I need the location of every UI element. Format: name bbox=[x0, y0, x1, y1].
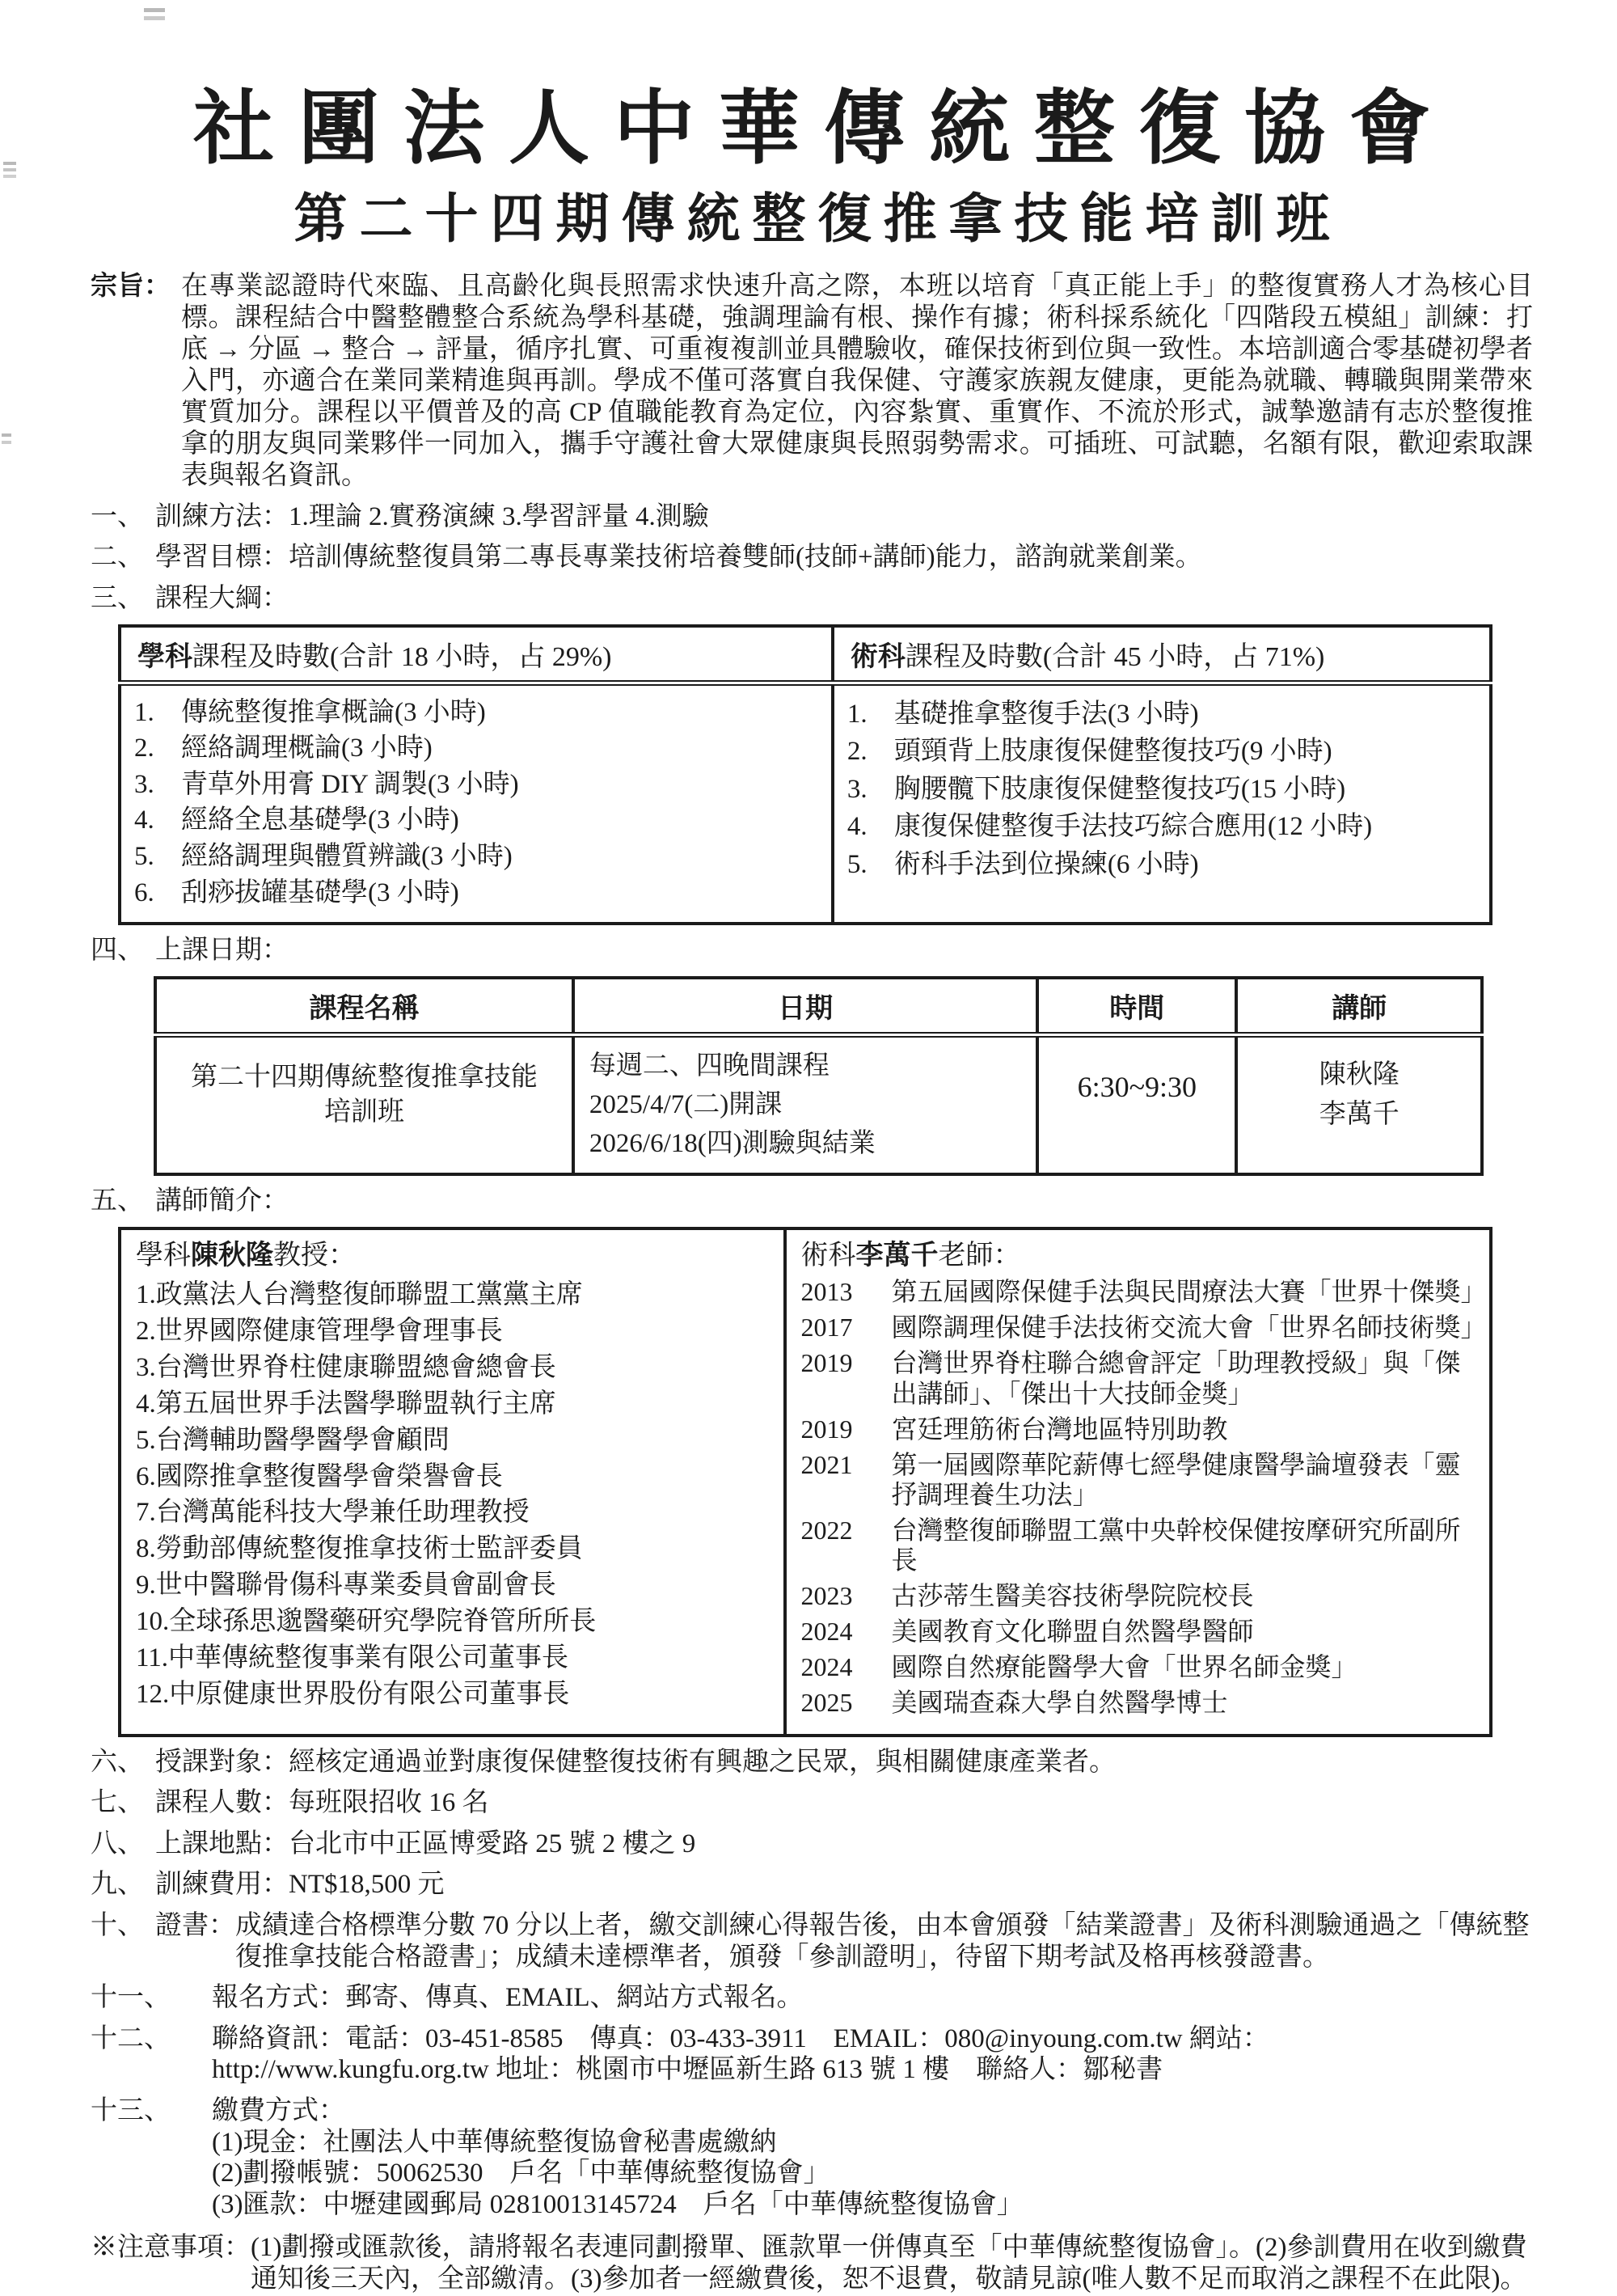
instructor-credential: 11.中華傳統整復事業有限公司董事長 bbox=[136, 1643, 569, 1672]
instructor-credential: 6.國際推拿整復醫學會榮譽會長 bbox=[136, 1461, 503, 1491]
item-text: 傳統整復推拿概論(3 小時) bbox=[181, 697, 486, 727]
item-number: 4. bbox=[846, 812, 868, 842]
section-fee bbox=[91, 1869, 1533, 1901]
section-number: 七、 bbox=[91, 1788, 144, 1818]
section-number: 四、 bbox=[91, 936, 144, 966]
instructors-table bbox=[118, 1227, 1492, 1737]
practical-instructor-cell bbox=[785, 1228, 1491, 1736]
credential-text: 第一屆國際華陀薪傳七經學健康醫學論壇發表「靈抒調理養生功法」 bbox=[891, 1449, 1461, 1509]
section-number: 十三、 bbox=[91, 2096, 171, 2126]
instructor-credential: 3.台灣世界脊柱健康聯盟總會總會長 bbox=[136, 1352, 556, 1382]
instructor-credential: 2.世界國際健康管理學會理事長 bbox=[136, 1317, 503, 1347]
curriculum-item bbox=[134, 698, 826, 729]
item-text: 經絡調理概論(3 小時) bbox=[181, 734, 433, 763]
section-label: 上課日期： bbox=[155, 936, 289, 966]
curriculum-header-practical-strong: 術科 bbox=[850, 641, 906, 672]
section-learning-goals bbox=[91, 542, 1533, 573]
curriculum-practical-cell bbox=[833, 683, 1491, 924]
instructor-name: 李萬千 bbox=[855, 1240, 939, 1271]
instructor-name: 陳秋隆 bbox=[191, 1240, 273, 1271]
credential-entry bbox=[800, 1313, 1487, 1343]
purpose-text: 在專業認證時代來臨、且高齡化與長照需求快速升高之際，本班以培育「真正能上手」的整復實務人才為核心目標。課程結合中醫整體整合系統為學科基礎，強調理論有根、操作有據；術科採系統化「四階段五模組」訓練：打底 → 分區 → 整合 → 評量，循序扎實、可重複複訓並具體驗收，確保技術到位與一致性。本培訓適合零基礎初學者入門，亦適合在業同業精進與再訓。學成不僅可落實自我保健、守護家族親友健康，更能為就職、轉職與開業帶來實質加分。課程以平價普及的高 CP 值職能教育為定位，內容紮實、重實作、不流於形式，誠摯邀請有志於整復推拿的朋友與同業夥伴一同加入，攜手守護社會大眾健康與長照弱勢需求。可插班、可試聽，名額有限，歡迎索取課表與報名資訊。 bbox=[181, 272, 1533, 490]
section-target-audience bbox=[91, 1747, 1533, 1778]
section-text: 經核定通過並對康復保健整復技術有興趣之民眾，與相關健康產業者。 bbox=[289, 1747, 1116, 1777]
schedule-instructor-name: 李萬千 bbox=[1319, 1100, 1400, 1130]
schedule-header-instructor: 講師 bbox=[1236, 978, 1482, 1035]
schedule-body-row bbox=[155, 1034, 1482, 1174]
credential-year: 2024 bbox=[800, 1617, 853, 1647]
curriculum-item bbox=[134, 878, 826, 909]
payment-method-line: (1)現金：社團法人中華傳統整復協會秘書處繳納 bbox=[212, 2127, 777, 2157]
section-payment-methods bbox=[91, 2095, 1533, 2220]
section-text: 台北市中正區博愛路 25 號 2 樓之 9 bbox=[289, 1829, 696, 1858]
section-label: 學習目標： bbox=[155, 543, 289, 573]
credential-entry bbox=[801, 1617, 1478, 1647]
section-location bbox=[91, 1829, 1533, 1860]
instructor-prefix: 術科 bbox=[800, 1240, 856, 1271]
section-number: 八、 bbox=[91, 1829, 144, 1858]
credential-entry bbox=[801, 1348, 1478, 1408]
instructor-suffix: 教授： bbox=[273, 1240, 356, 1271]
section-label: 授課對象： bbox=[155, 1747, 289, 1777]
credential-entry bbox=[801, 1516, 1478, 1575]
item-number: 3. bbox=[134, 769, 154, 799]
credential-year: 2019 bbox=[800, 1414, 853, 1444]
curriculum-header-practical-rest: 課程及時數(合計 45 小時，占 71%) bbox=[905, 641, 1325, 672]
section-label: 訓練方法： bbox=[155, 501, 289, 531]
scan-artifact bbox=[144, 8, 165, 12]
item-number: 1. bbox=[846, 699, 868, 729]
notes-label: ※注意事項： bbox=[91, 2232, 251, 2262]
curriculum-academic-cell bbox=[120, 683, 833, 924]
item-text: 頭頸背上肢康復保健整復技巧(9 小時) bbox=[893, 737, 1332, 767]
instructor-credential: 8.勞動部傳統整復推拿技術士監評委員 bbox=[136, 1534, 583, 1564]
item-number: 3. bbox=[846, 774, 868, 804]
section-training-methods bbox=[91, 501, 1533, 533]
credential-year: 2025 bbox=[800, 1688, 853, 1718]
curriculum-item bbox=[134, 806, 826, 836]
credential-text: 台灣世界脊柱聯合總會評定「助理教授級」與「傑出講師」、「傑出十大技師金獎」 bbox=[891, 1348, 1461, 1408]
item-number: 4. bbox=[134, 806, 154, 835]
curriculum-item bbox=[134, 770, 826, 801]
schedule-date-line: 每週二、四晚間課程 bbox=[589, 1051, 830, 1080]
schedule-table bbox=[154, 976, 1484, 1177]
section-number: 九、 bbox=[91, 1870, 144, 1900]
schedule-date-line: 2026/6/18(四)測驗與結業 bbox=[589, 1128, 876, 1158]
credential-year: 2024 bbox=[800, 1652, 853, 1682]
item-text: 青草外用膏 DIY 調製(3 小時) bbox=[181, 769, 519, 799]
section-contact-info bbox=[91, 2023, 1533, 2086]
curriculum-header-academic-strong: 學科 bbox=[137, 641, 192, 672]
section-number: 五、 bbox=[91, 1186, 144, 1216]
instructor-credential: 4.第五屆世界手法醫學聯盟執行主席 bbox=[136, 1389, 556, 1419]
scan-artifact bbox=[2, 433, 11, 437]
section-certificates bbox=[91, 1910, 1533, 1973]
section-text: 培訓傳統整復員第二專長專業技術培養雙師(技師+講師)能力，諮詢就業創業。 bbox=[289, 543, 1202, 573]
credential-year: 2019 bbox=[800, 1348, 853, 1378]
instructor-credential: 5.台灣輔助醫學醫學會顧問 bbox=[136, 1425, 450, 1455]
credential-entry bbox=[801, 1414, 1478, 1444]
credential-text: 古莎蒂生醫美容技術學院院校長 bbox=[891, 1581, 1254, 1611]
credential-year: 2013 bbox=[800, 1277, 853, 1307]
schedule-date-line: 2025/4/7(二)開課 bbox=[589, 1089, 783, 1119]
schedule-header-course: 課程名稱 bbox=[155, 978, 573, 1035]
item-text: 經絡調理與體質辨識(3 小時) bbox=[181, 842, 513, 872]
credential-year: 2022 bbox=[800, 1515, 853, 1545]
section-number: 二、 bbox=[91, 543, 144, 573]
item-number: 1. bbox=[134, 697, 154, 727]
notes-text: (1)劃撥或匯款後，請將報名表連同劃撥單、匯款單一併傳真至「中華傳統整復協會」。(2)參訓費用在收到繳費通知後三天內，全部繳清。(3)參加者一經繳費後，恕不退費，敬請見諒(唯人數不足而取消之課程不在此限)。 bbox=[251, 2232, 1527, 2294]
section-class-size bbox=[91, 1787, 1533, 1819]
section-label: 課程大綱： bbox=[155, 583, 289, 613]
credential-text: 美國教育文化聯盟自然醫學醫師 bbox=[891, 1617, 1254, 1647]
section-number: 三、 bbox=[91, 583, 144, 613]
credential-text: 台灣整復師聯盟工黨中央幹校保健按摩研究所副所長 bbox=[891, 1515, 1461, 1575]
curriculum-header-practical bbox=[833, 626, 1491, 683]
item-number: 5. bbox=[134, 842, 154, 872]
section-class-dates bbox=[91, 935, 1533, 966]
item-text: 胸腰髖下肢康復保健整復技巧(15 小時) bbox=[893, 774, 1346, 804]
section-number: 一、 bbox=[91, 501, 144, 531]
curriculum-body-row bbox=[120, 683, 1491, 924]
section-number: 六、 bbox=[91, 1747, 144, 1777]
section-text: 郵寄、傳真、EMAIL、網站方式報名。 bbox=[345, 1983, 804, 2013]
credential-entry bbox=[801, 1581, 1478, 1611]
section-label: 課程人數： bbox=[155, 1788, 289, 1818]
credential-year: 2017 bbox=[800, 1313, 853, 1343]
section-label: 訓練費用： bbox=[155, 1870, 289, 1900]
schedule-instructor-cell bbox=[1236, 1034, 1482, 1174]
scan-artifact bbox=[3, 162, 16, 165]
section-text: NT$18,500 元 bbox=[289, 1870, 445, 1900]
page-subtitle: 第二十四期傳統整復推拿技能培訓班 bbox=[293, 190, 1342, 249]
curriculum-item bbox=[847, 812, 1484, 843]
section-number: 十、 bbox=[91, 1911, 144, 1941]
credential-text: 宮廷理筋術台灣地區特別助教 bbox=[891, 1414, 1228, 1444]
schedule-header-time: 時間 bbox=[1037, 978, 1236, 1035]
section-label: 講師簡介： bbox=[155, 1186, 289, 1216]
payment-method-line: (2)劃撥帳號：50062530 戶名「中華傳統整復協會」 bbox=[212, 2159, 830, 2188]
credential-text: 國際自然療能醫學大會「世界名師金獎」 bbox=[891, 1652, 1357, 1682]
instructor-credential: 10.全球孫思邈醫藥研究學院脊管所所長 bbox=[136, 1607, 597, 1637]
curriculum-item bbox=[847, 850, 1484, 881]
curriculum-header-academic bbox=[120, 626, 833, 683]
curriculum-header-row bbox=[120, 626, 1491, 683]
academic-instructor-header bbox=[136, 1238, 772, 1274]
credential-year: 2023 bbox=[800, 1581, 853, 1611]
academic-instructor-cell bbox=[120, 1228, 785, 1736]
credential-text: 第五屆國際保健手法與民間療法大賽「世界十傑獎」 bbox=[891, 1277, 1487, 1307]
schedule-course-name: 第二十四期傳統整復推拿技能培訓班 bbox=[190, 1062, 538, 1127]
curriculum-table bbox=[118, 624, 1492, 926]
instructor-credential: 12.中原健康世界股份有限公司董事長 bbox=[136, 1679, 570, 1709]
payment-method-line: (3)匯款：中壢建國郵局 02810013145724 戶名「中華傳統整復協會」 bbox=[212, 2189, 1024, 2219]
section-text: 1.理論 2.實務演練 3.學習評量 4.測驗 bbox=[289, 501, 709, 531]
section-body bbox=[212, 2023, 1533, 2086]
item-number: 2. bbox=[134, 734, 154, 763]
purpose-label: 宗旨： bbox=[91, 272, 171, 302]
item-text: 刮痧拔罐基礎學(3 小時) bbox=[181, 877, 459, 907]
credential-entry bbox=[801, 1652, 1478, 1682]
section-text: 電話：03-451-8585 傳真：03-433-3911 EMAIL：080@inyoung.com.tw 網站：http://www.kungfu.org.tw 地址：桃園市中壢區新生路 613 號 1 樓 聯絡人：鄒秘書 bbox=[212, 2023, 1269, 2085]
credential-text: 國際調理保健手法技術交流大會「世界名師技術獎」 bbox=[891, 1313, 1487, 1343]
section-text: 每班限招收 16 名 bbox=[289, 1788, 489, 1818]
section-instructor-profiles bbox=[91, 1186, 1533, 1217]
section-body bbox=[212, 2095, 1533, 2220]
item-number: 6. bbox=[134, 877, 154, 907]
section-label: 上課地點： bbox=[155, 1829, 289, 1858]
credential-entry bbox=[801, 1450, 1478, 1510]
curriculum-item bbox=[134, 842, 826, 873]
curriculum-item bbox=[847, 737, 1484, 767]
curriculum-item bbox=[847, 700, 1484, 730]
instructor-credential: 9.世中醫聯骨傷科專業委員會副會長 bbox=[136, 1571, 556, 1600]
section-label: 證書： bbox=[155, 1911, 235, 1941]
practical-instructor-header bbox=[801, 1238, 1478, 1274]
instructor-prefix: 學科 bbox=[136, 1240, 191, 1271]
curriculum-item bbox=[134, 734, 826, 764]
section-number: 十二、 bbox=[91, 2023, 171, 2053]
item-text: 經絡全息基礎學(3 小時) bbox=[181, 806, 459, 835]
instructor-suffix: 老師： bbox=[938, 1240, 1021, 1271]
purpose-section bbox=[91, 271, 1533, 492]
section-label: 繳費方式： bbox=[212, 2096, 345, 2126]
instructors-body-row bbox=[120, 1228, 1491, 1736]
item-text: 康復保健整復手法技巧綜合應用(12 小時) bbox=[893, 812, 1373, 842]
schedule-header-row bbox=[155, 978, 1482, 1035]
section-label: 聯絡資訊： bbox=[212, 2023, 345, 2053]
item-text: 基礎推拿整復手法(3 小時) bbox=[893, 699, 1199, 729]
section-label: 報名方式： bbox=[212, 1983, 345, 2013]
curriculum-item bbox=[847, 775, 1484, 806]
section-body bbox=[212, 1982, 1533, 2014]
curriculum-header-academic-rest: 課程及時數(合計 18 小時，占 29%) bbox=[192, 641, 612, 672]
credential-text: 美國瑞查森大學自然醫學博士 bbox=[891, 1688, 1228, 1718]
schedule-header-date: 日期 bbox=[573, 978, 1037, 1035]
instructor-credential: 7.台灣萬能科技大學兼任助理教授 bbox=[136, 1498, 530, 1528]
section-text: 成績達合格標準分數 70 分以上者，繳交訓練心得報告後，由本會頒發「結業證書」及術科測驗通過之「傳統整復推拿技能合格證書」；成績未達標準者，頒發「參訓證明」，待留下期考試及格再核發證書。 bbox=[235, 1911, 1530, 1972]
item-text: 術科手法到位操練(6 小時) bbox=[893, 850, 1199, 880]
credential-year: 2021 bbox=[800, 1449, 853, 1479]
credential-entry bbox=[801, 1688, 1478, 1718]
notes-section bbox=[91, 2232, 1533, 2296]
item-number: 5. bbox=[846, 850, 868, 880]
schedule-time: 6:30~9:30 bbox=[1037, 1034, 1236, 1174]
schedule-instructor-name: 陳秋隆 bbox=[1319, 1059, 1400, 1089]
section-number: 十一、 bbox=[91, 1983, 171, 2013]
item-number: 2. bbox=[846, 737, 868, 767]
schedule-date-cell bbox=[573, 1034, 1037, 1174]
section-registration bbox=[91, 1982, 1533, 2014]
instructor-credential: 1.政黨法人台灣整復師聯盟工黨黨主席 bbox=[136, 1280, 583, 1310]
credential-entry bbox=[800, 1277, 1487, 1307]
page-title: 社團法人中華傳統整復協會 bbox=[193, 84, 1454, 174]
section-course-outline bbox=[91, 583, 1533, 615]
